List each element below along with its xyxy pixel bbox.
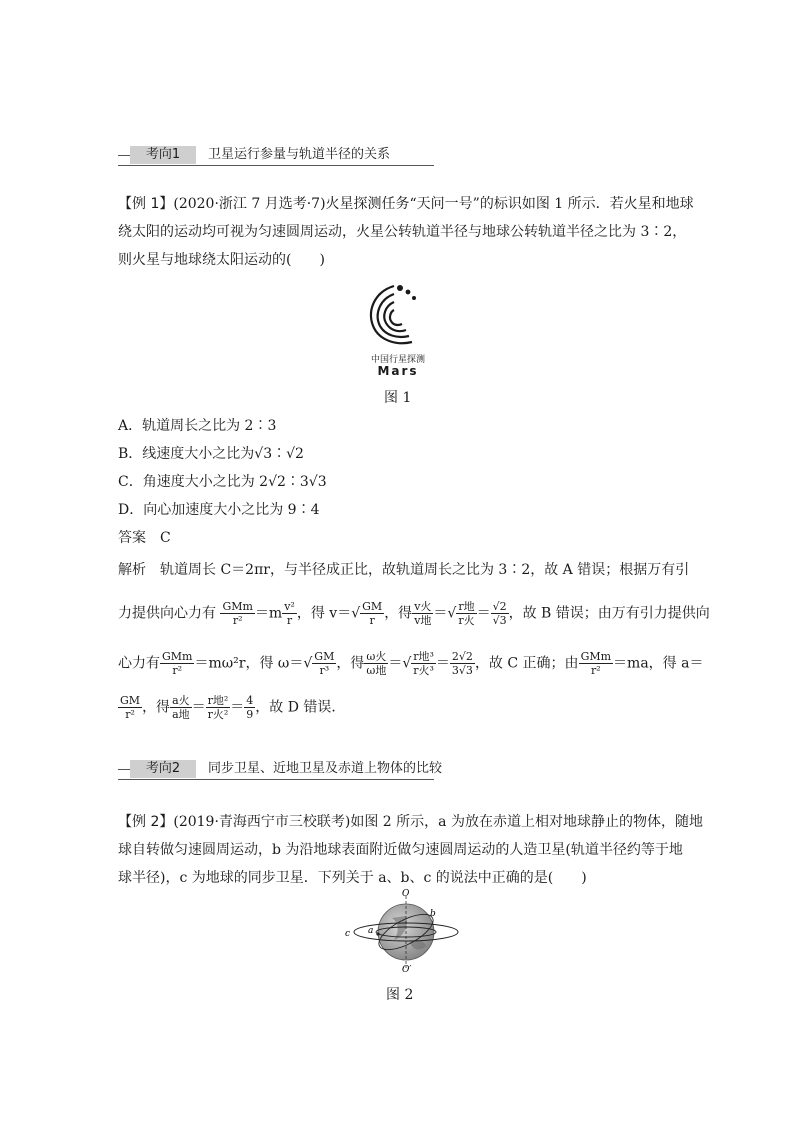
section-tag: 考向1 [130,146,196,164]
header-underline [118,779,434,780]
label-a: a [368,926,374,936]
analysis-line3: 心力有 $\frac{\text{GMm}}{\text{r²}}$ ＝mω²r，得 ω＝√ $\frac{GM}{\text{r³}}$ ，得 $\frac{\text{ω火}}{\text{ω地}}$ ＝√ $\frac{\text{r地³}}{\text{r火³}}$ ＝ $\frac{2√2}{3√3}$ ，故 C 正确；由 $\frac{\text{GMm}}{\text{r²}}$ ＝ma，得 a＝ [118,650,704,677]
analysis-text: 轨道周长 C＝2πr，与半径成正比，故轨道周长之比为 3∶2，故 A 错误；根据万有引 [160,562,690,578]
example2-line2: 球自转做匀速圆周运动，b 为沿地球表面附近做匀速圆周运动的人造卫星(轨道半径约等于地 [118,842,683,858]
example1-line2: 绕太阳的运动均可视为匀速圆周运动，火星公转轨道半径与地球公转轨道半径之比为 3∶2， [118,224,687,240]
example2-line1 [118,812,703,832]
analysis-text: 心力有 [118,655,160,672]
label-b: b [430,909,436,919]
section-title: 同步卫星、近地卫星及赤道上物体的比较 [208,761,443,776]
formula-a-ratio: $\frac{\text{a火}}{\text{a地}}$ [172,694,190,721]
option-a: A．轨道周长之比为 2∶3 [118,418,277,434]
analysis-text: ，得 [336,655,365,672]
formula-gmm-r2: $\frac{\text{GMm}}{\text{r²}}$ [580,650,612,677]
formula-omega-ratio: $\frac{\text{ω火}}{\text{ω地}}$ [366,650,387,677]
mars-logo-icon [360,282,440,350]
formula-root-ratio: $\frac{√2}{√3}$ [492,600,507,627]
label-o-prime: O′ [402,965,412,974]
analysis-line2: 力提供向心力有 $\frac{\text{GMm}}{\text{r²}}$ ＝m $\frac{\text{v²}}{r}$ ，得 v＝√ $\frac{GM}{r}$ ，得 $\frac{\text{v火}}{\text{v地}}$ ＝√ $\frac{\text{r地}}{\text{r火}}$ ＝ $\frac{√2}{√3}$ ，故 B 错误；由万有引力提供向 [118,600,710,627]
analysis-line1 [118,560,689,580]
analysis-text: ，故 C 正确；由 [474,655,579,672]
figure2-caption: 图 2 [386,987,414,1003]
option-c: C．角速度大小之比为 2√2∶3√3 [118,474,327,490]
formula-4-9: $\frac{4}{9}$ [246,694,254,721]
example-label: 【例 2】 [118,814,174,830]
section-title: 卫星运行参量与轨道半径的关系 [208,147,391,162]
header-rule [118,769,130,770]
answer-line [118,528,171,548]
formula-v2-r: $\frac{\text{v²}}{r}$ [284,600,295,627]
answer-value: C [160,530,171,546]
figure1-caption: 图 1 [384,390,412,406]
stem-text: (2019·青海西宁市三校联考)如图 2 所示，a 为放在赤道上相对地球静止的物体，随地 [173,814,703,830]
formula-r2-ratio: $\frac{\text{r地²}}{\text{r火²}}$ [207,694,229,721]
analysis-text: ，得 [384,605,413,622]
formula-r-ratio: $\frac{\text{r地}}{\text{r火}}$ [458,600,475,627]
logo-text-en: Mars [377,364,419,378]
analysis-text: ，故 B 错误；由万有引力提供向 [508,605,710,622]
formula-gmm-r2: $\frac{\text{GMm}}{\text{r²}}$ [162,650,193,677]
answer-label: 答案 [118,530,146,546]
formula-r3-ratio: $\frac{\text{r地³}}{\text{r火³}}$ [413,650,434,677]
formula-v-ratio: $\frac{\text{v火}}{\text{v地}}$ [414,600,432,627]
analysis-text: ，得 v＝ [296,605,352,622]
example2-line3: 球半径)，c 为地球的同步卫星．下列关于 a、b、c 的说法中正确的是( ) [118,870,587,886]
example1-line3: 则火星与地球绕太阳运动的( ) [118,252,325,268]
earth-orbit-figure [340,888,460,974]
example1-line1 [118,194,694,214]
example-label: 【例 1】 [118,196,174,212]
stem-text: (2020·浙江 7 月选考·7)火星探测任务“天问一号”的标识如图 1 所示．若火星和地球 [173,196,694,212]
label-c: c [345,929,351,939]
formula-gm-r2: $\frac{GM}{\text{r²}}$ [120,694,141,721]
header-rule [118,155,130,156]
label-o: O [402,889,410,899]
analysis-text: ，故 D 错误． [255,699,346,716]
formula-gm-r3: $\frac{GM}{\text{r³}}$ [314,650,335,677]
formula-2r2-3r3: $\frac{2√2}{3√3}$ [451,650,473,677]
logo-text-cn: 中国行星探测 [370,355,425,365]
header-underline [118,165,434,166]
formula-gm-r: $\frac{GM}{r}$ [362,600,383,627]
section-header-2 [118,760,443,780]
option-b: B．线速度大小之比为√3∶√2 [118,446,304,462]
analysis-text: 力提供向心力有 [118,605,216,622]
formula-gmm-r2: $\frac{\text{GMm}}{\text{r²}}$ [222,600,253,627]
analysis-text: ，得 [142,699,171,716]
analysis-label: 解析 [118,562,146,578]
analysis-text: ＝mω²r，得 ω＝ [194,655,304,672]
option-d: D．向心加速度大小之比为 9∶4 [118,502,320,518]
section-header-1 [118,146,434,166]
section-tag: 考向2 [130,760,196,778]
analysis-line4: $\frac{GM}{\text{r²}}$ ，得 $\frac{\text{a火}}{\text{a地}}$ ＝ $\frac{\text{r地²}}{\text{r火²}}$ ＝ $\frac{4}{9}$ ，故 D 错误． [120,694,346,721]
analysis-text: ＝ma，得 a＝ [613,655,704,672]
